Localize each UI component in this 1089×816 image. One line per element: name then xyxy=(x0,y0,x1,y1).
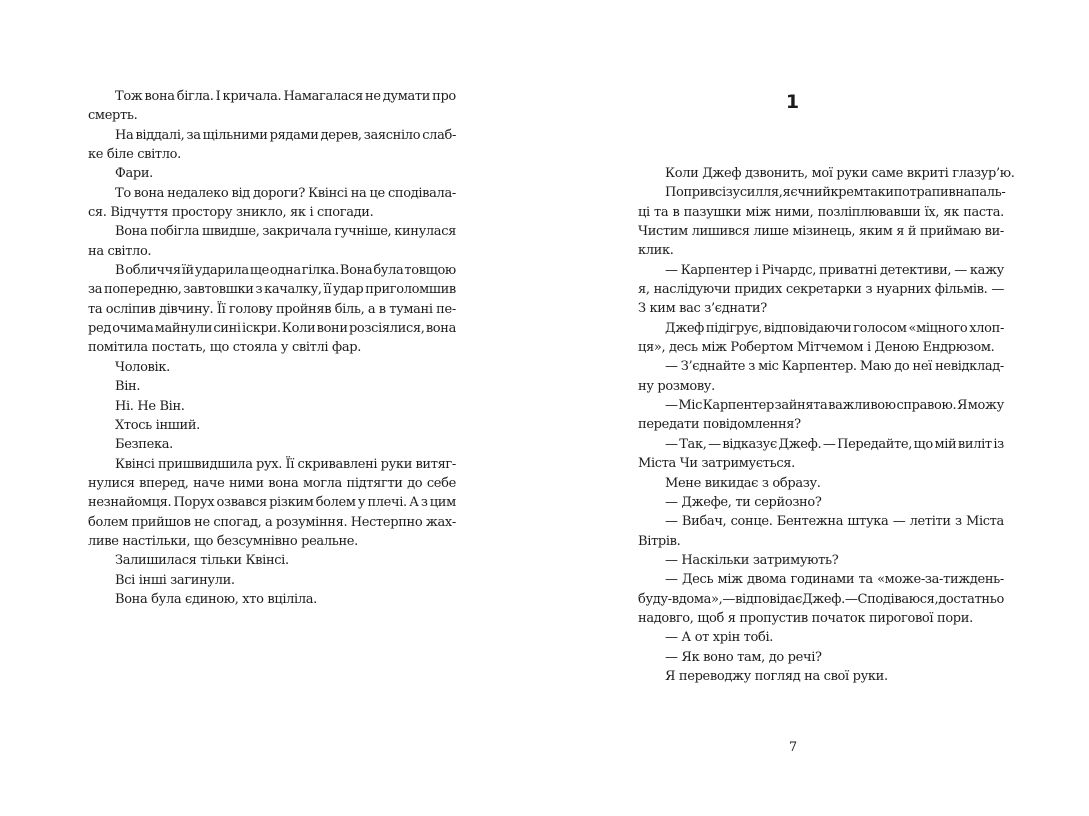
text-line: Мене викидає з образу. xyxy=(665,475,821,491)
text-line: нулися вперед, наче ними вона могла підтягти до себе xyxy=(88,475,456,491)
page-number: 7 xyxy=(788,740,798,755)
paragraph xyxy=(638,261,1004,319)
paragraph xyxy=(88,164,456,183)
text-line: — Джефе, ти серйозно? xyxy=(665,494,822,510)
paragraph xyxy=(638,474,1004,493)
paragraph xyxy=(638,551,1004,570)
paragraph xyxy=(88,377,456,396)
text-line: надовго, щоб я пропустив початок пирогової пори. xyxy=(638,610,973,626)
text-line: ливе настільки, що безсумнівно реальне. xyxy=(88,533,358,549)
text-line: — Міс Карпентер зайнята важливою справою. Я можу xyxy=(665,398,1004,414)
paragraph xyxy=(88,261,456,358)
text-line: З ким вас з’єднати? xyxy=(638,301,767,317)
text-line: Квінсі пришвидшила рух. Її скривавлені руки витяг- xyxy=(115,456,456,472)
paragraph xyxy=(88,455,456,552)
text-line: Хтось інший. xyxy=(115,417,200,433)
chapter-number: 1 xyxy=(785,91,800,113)
text-line: Залишилася тільки Квінсі. xyxy=(115,553,289,569)
text-line: Всі інші загинули. xyxy=(115,572,235,588)
text-line: Коли Джеф дзвонить, мої руки саме вкриті глазур’ю. xyxy=(665,166,1015,181)
text-line: Безпека. xyxy=(115,437,173,453)
text-line: ці та в пазушки між ними, позліплювавши їх, як паста. xyxy=(638,204,1004,220)
text-line: Тож вона бігла. І кричала. Намагалася не думати про xyxy=(115,89,456,104)
paragraph xyxy=(638,512,1004,551)
text-line: — Так, — відказує Джеф. — Передайте, що мій виліт із xyxy=(665,436,1004,452)
paragraph xyxy=(88,184,456,223)
paragraph xyxy=(88,590,456,609)
text-line: ся. Відчуття простору зникло, як і спогади. xyxy=(88,205,374,221)
paragraph xyxy=(88,222,456,261)
text-line: Попри всі зусилля, яєчний крем таки потрапив на паль- xyxy=(665,185,1006,201)
text-line: Він. xyxy=(115,379,141,395)
text-line: та осліпив дівчину. Її голову пройняв біль, а в тумані пе- xyxy=(88,301,456,317)
paragraph xyxy=(88,87,456,126)
text-line: Чистим лишився лише мізинець, яким я й приймаю ви- xyxy=(638,224,1004,240)
paragraph xyxy=(88,126,456,165)
paragraph xyxy=(638,570,1004,628)
paragraph xyxy=(88,435,456,454)
paragraph xyxy=(88,416,456,435)
text-line: Чоловік. xyxy=(115,359,170,375)
text-line: ред очима майнули сині іскри. Коли вони розсіялися, вона xyxy=(88,321,456,337)
text-line: буду-вдома», — відповідає Джеф. — Сподіваюся, достатньо xyxy=(638,591,1004,607)
text-line: В обличчя їй ударила ще одна гілка. Вона була товщою xyxy=(115,263,456,279)
text-line: на світло. xyxy=(88,243,152,259)
text-line: — Наскільки затримують? xyxy=(665,552,839,568)
text-line: Фари. xyxy=(115,166,153,182)
text-line: смерть. xyxy=(88,108,138,124)
paragraph xyxy=(638,357,1004,396)
text-line: я, наслідуючи придих секретарки з нуарних фільмів. — xyxy=(638,282,1004,298)
text-line: — Десь між двома годинами та «може-за-тиждень- xyxy=(665,572,1004,588)
text-line: — А от хрін тобі. xyxy=(665,630,774,646)
text-line: — Карпентер і Річардс, приватні детективи, — кажу xyxy=(665,262,1004,278)
paragraph xyxy=(638,667,1004,686)
right-page xyxy=(545,0,1089,816)
paragraph xyxy=(88,571,456,590)
text-line: за попередню, завтовшки з качалку, її удар приголомшив xyxy=(88,282,456,298)
paragraph xyxy=(638,435,1004,474)
paragraph xyxy=(638,648,1004,667)
left-page-text xyxy=(88,87,456,609)
paragraph xyxy=(88,397,456,416)
paragraph xyxy=(88,551,456,570)
text-line: Джеф підігрує, відповідаючи голосом «міцного хлоп- xyxy=(665,320,1004,336)
text-line: передати повідомлення? xyxy=(638,417,801,433)
paragraph xyxy=(638,164,1015,183)
right-page-text xyxy=(638,164,1015,686)
paragraph xyxy=(638,396,1004,435)
text-line: незнайомця. Порух озвався різким болем у плечі. А з цим xyxy=(88,495,456,511)
text-line: Ні. Не Він. xyxy=(115,398,185,414)
text-line: Вона побігла швидше, закричала гучніше, кинулася xyxy=(115,224,456,240)
text-line: — Вибач, сонце. Бентежна штука — летіти з Міста xyxy=(665,514,1004,530)
text-line: ну розмову. xyxy=(638,378,715,394)
paragraph xyxy=(638,628,1004,647)
paragraph xyxy=(638,319,1004,358)
text-line: болем прийшов не спогад, а розуміння. Нестерпно жах- xyxy=(88,514,456,530)
text-line: То вона недалеко від дороги? Квінсі на це сподівала- xyxy=(115,185,456,201)
text-line: Я переводжу погляд на свої руки. xyxy=(665,668,888,684)
text-line: помітила постать, що стояла у світлі фар. xyxy=(88,340,362,356)
text-line: ке біле світло. xyxy=(88,147,181,163)
text-line: Вона була єдиною, хто вціліла. xyxy=(115,591,317,607)
text-line: ця», десь між Робертом Мітчемом і Деною Ендрюзом. xyxy=(638,340,995,356)
paragraph xyxy=(638,493,1004,512)
text-line: — З’єднайте з міс Карпентер. Маю до неї невідклад- xyxy=(665,359,1004,375)
text-line: На віддалі, за щільними рядами дерев, заясніло слаб- xyxy=(115,127,456,143)
text-line: клик. xyxy=(638,243,674,259)
paragraph xyxy=(638,183,1004,260)
text-line: — Як воно там, до речі? xyxy=(665,649,822,665)
text-line: Міста Чи затримується. xyxy=(638,456,795,472)
paragraph xyxy=(88,358,456,377)
text-line: Вітрів. xyxy=(638,533,681,549)
